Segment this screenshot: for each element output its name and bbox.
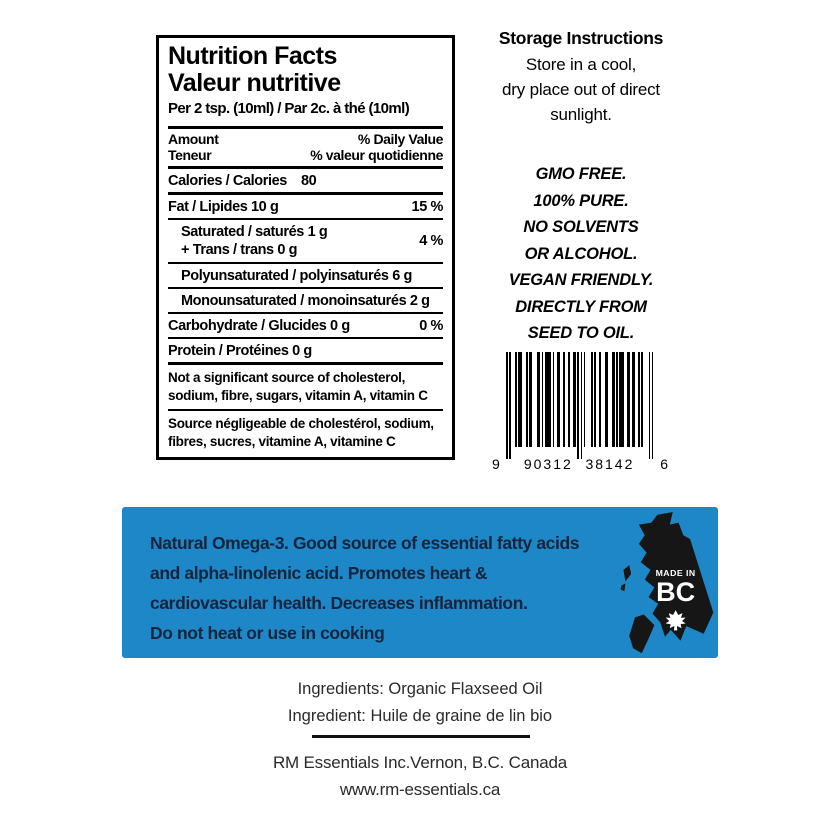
barcode-bar <box>652 352 654 459</box>
claim-line: NO SOLVENTS <box>523 218 639 236</box>
amount-fr: Teneur <box>168 146 212 163</box>
footer-divider <box>312 735 530 738</box>
barcode-group1: 90312 <box>521 456 576 472</box>
barcode-bar <box>591 352 593 447</box>
barcode-digit-left: 9 <box>492 456 502 472</box>
barcode-bar <box>581 352 583 459</box>
benefit-line: cardiovascular health. Decreases inflammation. <box>150 593 528 613</box>
barcode-bar <box>619 352 624 447</box>
footnote-en: Not a significant source of cholesterol, sodium, fibre, sugars, vitamin A, vitamin C <box>168 370 428 403</box>
barcode-bar <box>557 352 560 447</box>
storage-title: Storage Instructions <box>498 28 664 48</box>
amount-header <box>168 132 218 163</box>
claim-line: 100% PURE. <box>533 191 629 210</box>
barcode-bar <box>553 352 555 447</box>
barcode-bar <box>632 352 635 447</box>
calories-row <box>168 169 443 192</box>
nutrition-facts-panel <box>156 35 455 460</box>
barcode-bars <box>506 352 654 459</box>
barcode-bar <box>545 352 551 447</box>
fat-row <box>168 195 443 218</box>
protein-label: Protein / Protéines 0 g <box>168 343 312 359</box>
barcode-group2: 38142 <box>582 456 637 472</box>
haida-gwaii-shape <box>621 565 632 591</box>
benefit-line: Do not heat or use in cooking <box>150 623 385 643</box>
monounsaturated-row <box>168 289 443 312</box>
barcode-bar <box>506 352 508 459</box>
polyunsaturated-row <box>168 264 443 287</box>
ingredients-fr: Ingredient: Huile de graine de lin bio <box>287 707 553 725</box>
ingredients-en: Ingredients: Organic Flaxseed Oil <box>297 680 543 698</box>
benefit-line: and alpha-linolenic acid. Promotes heart & <box>150 563 488 583</box>
barcode-bar <box>599 352 601 447</box>
barcode-bar <box>515 352 517 447</box>
amount-en: Amount <box>168 131 219 147</box>
upc-barcode <box>492 352 668 472</box>
saturated-dv: 4 % <box>419 232 443 249</box>
barcode-bar <box>563 352 565 447</box>
barcode-bar <box>638 352 640 447</box>
calories-label: Calories / Calories <box>168 173 287 189</box>
company-name: RM Essentials Inc.Vernon, B.C. Canada <box>272 753 568 772</box>
fat-dv: 15 % <box>411 199 443 215</box>
saturated-line2: + Trans / trans 0 g <box>181 241 298 258</box>
barcode-bar <box>584 352 586 447</box>
storage-line: dry place out of direct <box>502 80 660 99</box>
saturated-row <box>168 220 443 262</box>
fat-label: Fat / Lipides 10 g <box>168 199 279 215</box>
barcode-bar <box>649 352 651 459</box>
saturated-line1: Saturated / saturés 1 g <box>181 224 328 240</box>
barcode-bar <box>542 352 544 447</box>
storage-line: Store in a cool, <box>525 55 637 74</box>
barcode-bar <box>594 352 596 447</box>
benefit-line: Natural Omega-3. Good source of essential fatty acids <box>150 533 580 553</box>
claim-line: GMO FREE. <box>535 165 627 183</box>
barcode-bar <box>509 352 511 459</box>
claim-line: SEED TO OIL. <box>527 324 635 342</box>
nutrition-title-en: Nutrition Facts <box>168 42 337 70</box>
protein-row <box>168 339 443 362</box>
storage-instructions <box>478 28 684 127</box>
barcode-bar <box>537 352 540 447</box>
dv-fr: % valeur quotidienne <box>310 146 443 163</box>
barcode-bar <box>518 352 521 447</box>
barcode-bar <box>605 352 608 447</box>
storage-line: sunlight. <box>550 105 612 124</box>
benefits-text <box>150 528 655 648</box>
dv-en: % Daily Value <box>357 131 443 147</box>
barcode-bar <box>616 352 618 447</box>
barcode-bar <box>573 352 576 447</box>
serving-size: Per 2 tsp. (10ml) / Par 2c. à thé (10ml) <box>168 100 410 117</box>
barcode-bar <box>526 352 528 447</box>
claim-line: DIRECTLY FROM <box>515 297 647 316</box>
footnote-fr: Source négligeable de cholestérol, sodium, fibres, sucres, vitamine A, vitamine C <box>168 416 434 449</box>
barcode-bar <box>627 352 630 447</box>
polyunsaturated-label: Polyunsaturated / polyinsaturés 6 g <box>181 268 412 284</box>
barcode-bar <box>577 352 579 459</box>
saturated-label <box>181 224 327 259</box>
claim-line: VEGAN FRIENDLY. <box>508 271 654 289</box>
benefits-banner <box>122 507 718 658</box>
barcode-bar <box>568 352 570 447</box>
divider <box>168 126 443 129</box>
badge-made-in-text: MADE IN <box>655 567 696 578</box>
daily-value-header <box>310 132 443 163</box>
badge-bc-text: BC <box>656 576 696 607</box>
barcode-bar <box>529 352 532 447</box>
claim-line: OR ALCOHOL. <box>524 244 638 263</box>
nutrition-title-fr: Valeur nutritive <box>168 69 341 97</box>
monounsaturated-label: Monounsaturated / monoinsaturés 2 g <box>181 293 430 309</box>
carbohydrate-dv: 0 % <box>419 318 443 334</box>
barcode-bar <box>641 352 643 447</box>
product-claims <box>478 161 684 347</box>
carbohydrate-row <box>168 314 443 337</box>
website: www.rm-essentials.ca <box>339 780 501 799</box>
barcode-bar <box>612 352 615 447</box>
made-in-bc-badge <box>615 512 715 657</box>
calories-value: 80 <box>300 173 317 189</box>
carbohydrate-label: Carbohydrate / Glucides 0 g <box>168 318 350 334</box>
barcode-digit-right: 6 <box>660 456 668 472</box>
company-block <box>0 749 840 803</box>
table-header <box>168 132 443 163</box>
vancouver-island-shape <box>629 614 654 653</box>
ingredients-block <box>0 676 840 730</box>
